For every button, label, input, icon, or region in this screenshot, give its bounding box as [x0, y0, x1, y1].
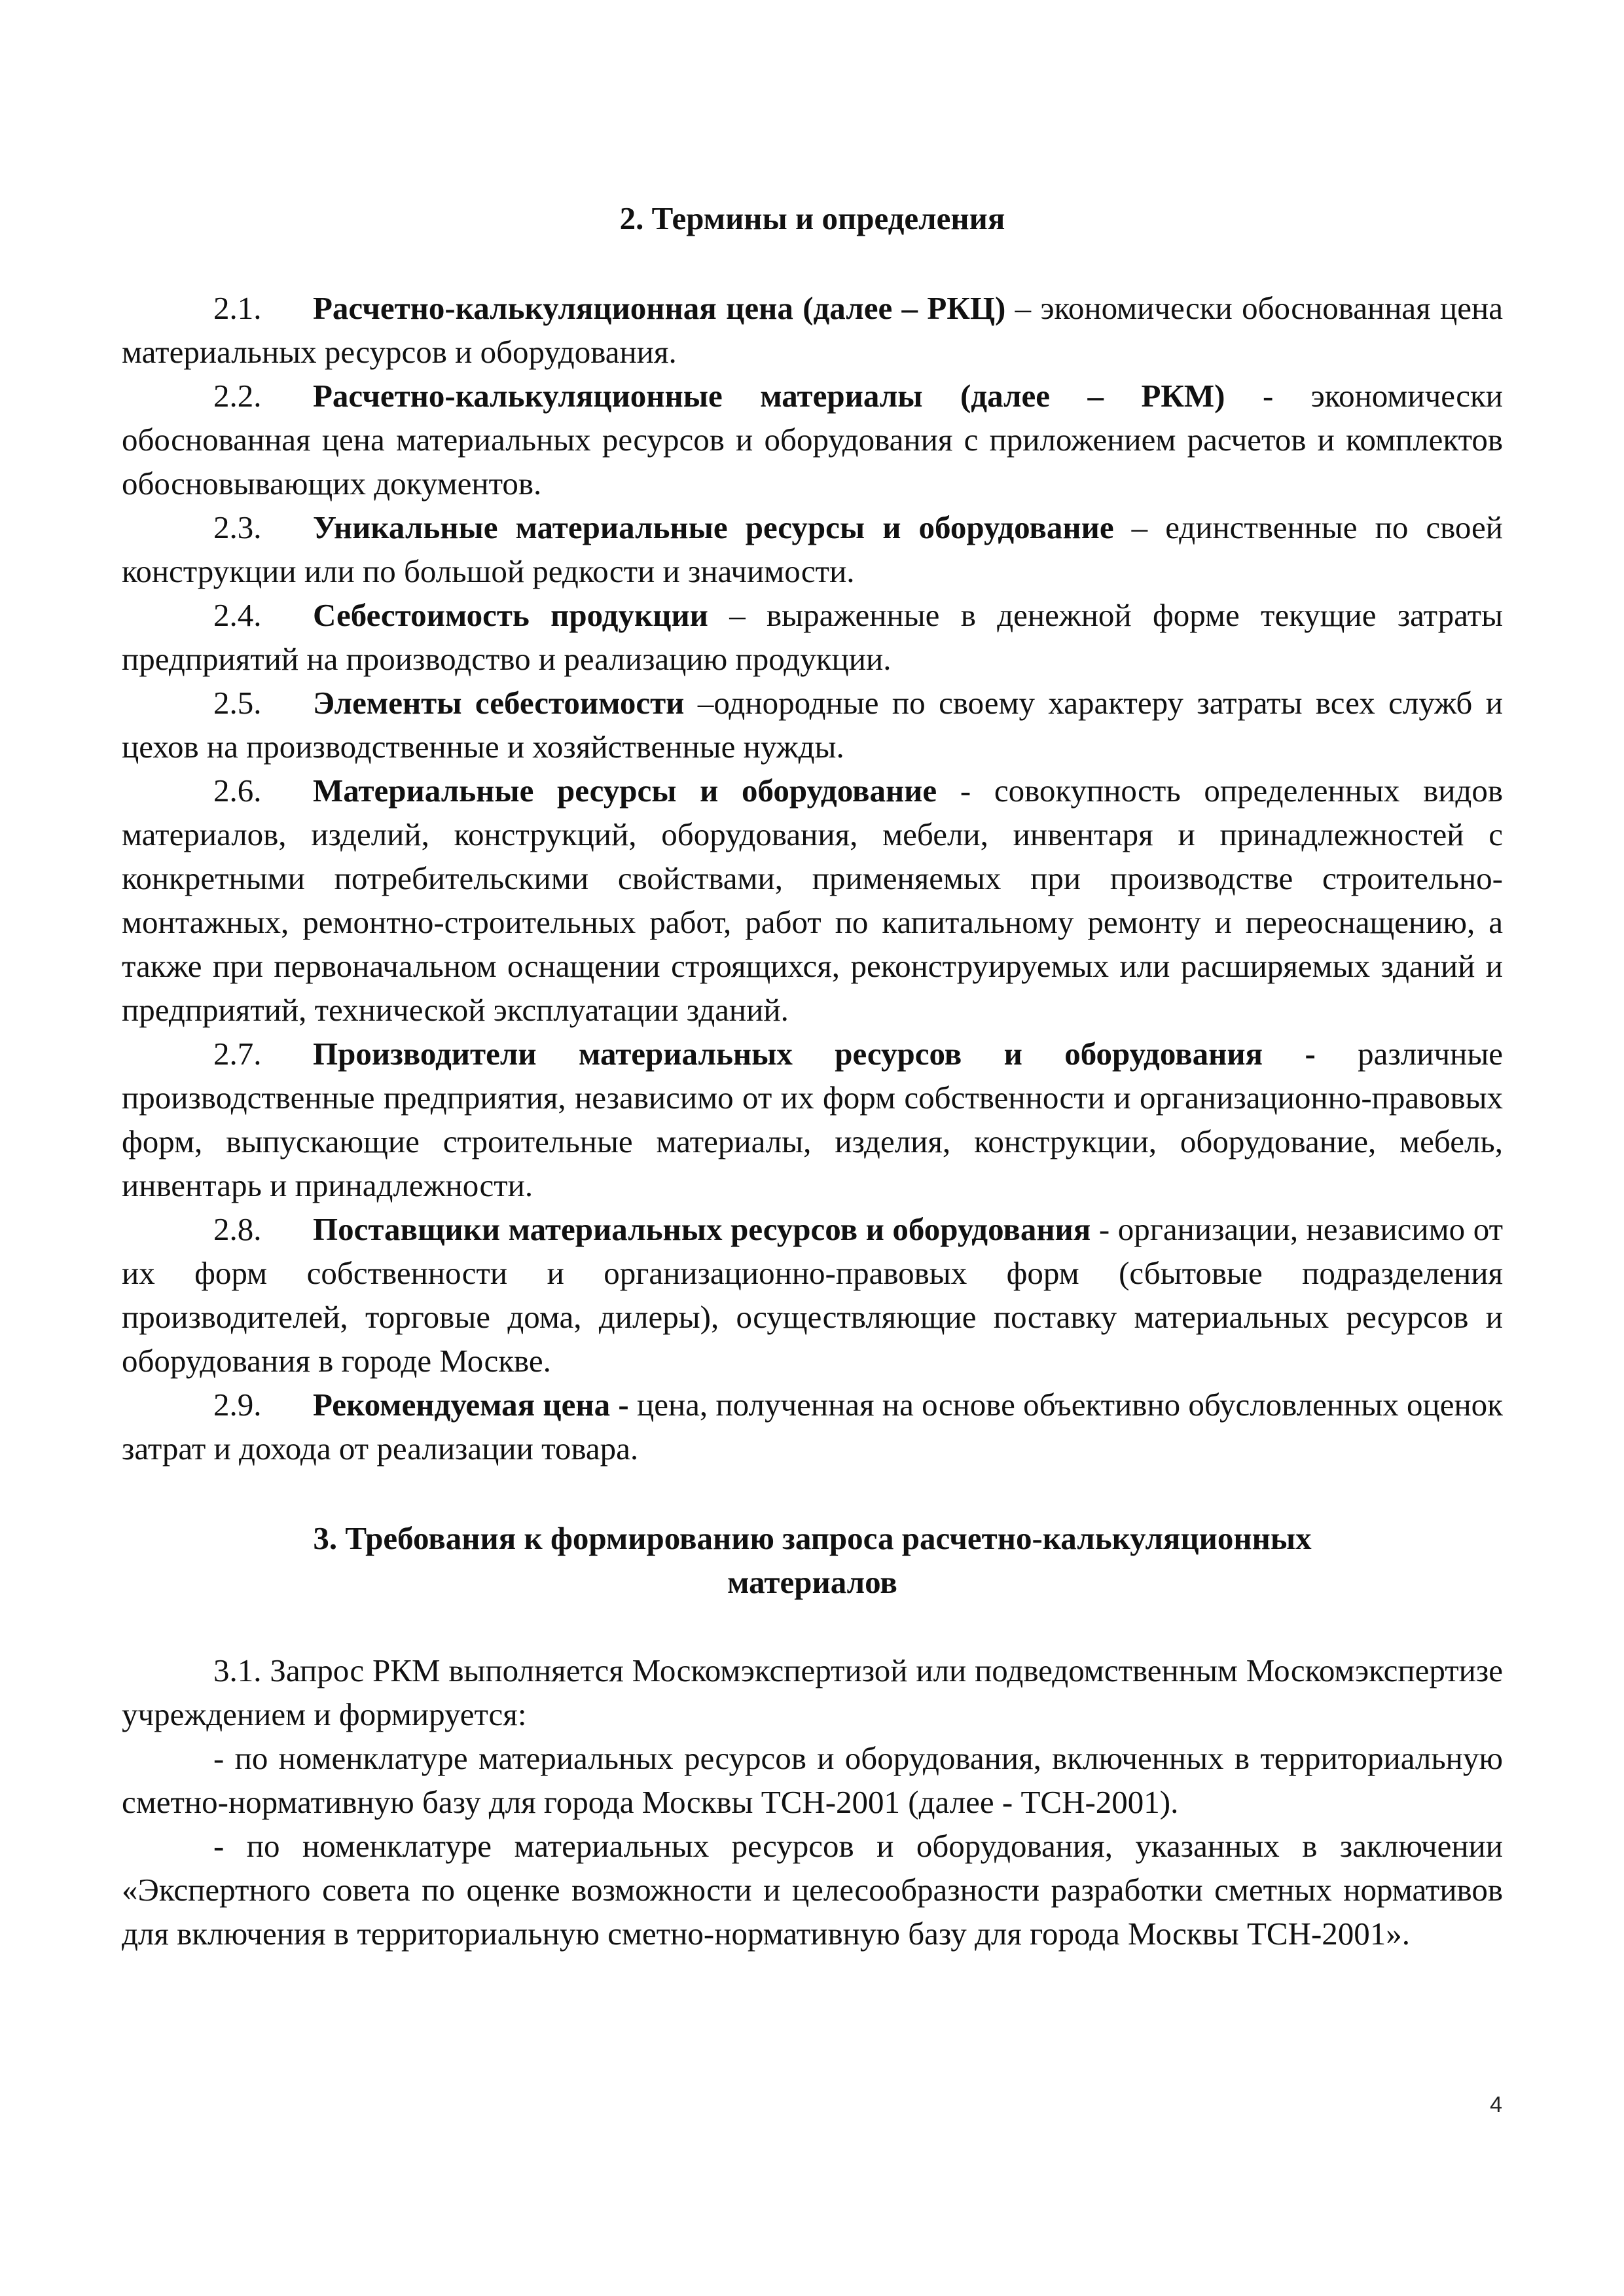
definition-text: - совокупность определенных видов материалов, изделий, конструкций, оборудования, мебели, инвентаря и принадлежностей с конкретными потребительскими свойствами, применяемых при производстве строительно-монтажных, ремонтно-строительных работ, работ по капитальному ремонту и переоснащению, а также при первоначальном оснащении строящихся, реконструируемых или расширяемых зданий и предприятий, технической эксплуатации зданий. [122, 773, 1503, 1028]
requirement-list-item: - по номенклатуре материальных ресурсов и оборудования, включенных в территориальную сметно-нормативную базу для города Москвы ТСН-2001 (далее - ТСН-2001). [122, 1740, 1503, 1820]
item-number: 2.1. [213, 290, 262, 326]
requirement-list-item: - по номенклатуре материальных ресурсов и оборудования, указанных в заключении «Экспертного совета по оценке возможности и целесообразности разработки сметных нормативов для включения в территориальную сметно-нормативную базу для города Москвы ТСН-2001». [122, 1828, 1503, 1952]
definition-text: – экономически обоснованная цена материальных ресурсов и оборудования. [122, 290, 1503, 370]
definition-item [122, 681, 1503, 769]
defined-term: Материальные ресурсы и оборудование [313, 773, 937, 809]
definition-item [122, 1383, 1503, 1470]
definition-text: - экономически обоснованная цена материальных ресурсов и оборудования с приложением расчетов и комплектов обосновывающих документов. [122, 378, 1503, 501]
definition-item [122, 505, 1503, 593]
section-3-heading: 3. Требования к формированию запроса расчетно-калькуляционных материалов [313, 1520, 1312, 1600]
document-page [122, 196, 1503, 1956]
defined-term: Элементы себестоимости [313, 685, 685, 721]
item-number: 2.9. [213, 1387, 262, 1423]
defined-term: Себестоимость продукции [313, 597, 708, 633]
definition-text: - организации, независимо от их форм собственности и организационно-правовых форм (сбытовые подразделения производителей, торговые дома, дилеры), осуществляющие поставку материальных ресурсов и оборудования в городе Москве. [122, 1211, 1503, 1379]
definition-text: цена, полученная на основе объективно обусловленных оценок затрат и дохода от реализации товара. [122, 1387, 1503, 1467]
definition-item [122, 374, 1503, 505]
definition-item [122, 1032, 1503, 1207]
definition-item [122, 593, 1503, 681]
definition-item [122, 1207, 1503, 1383]
defined-term: Расчетно-калькуляционная цена (далее – РКЦ) [313, 290, 1006, 326]
defined-term: Расчетно-калькуляционные материалы (далее – РКМ) [313, 378, 1225, 414]
definition-item [122, 286, 1503, 374]
item-number: 2.6. [213, 773, 262, 809]
item-number: 2.5. [213, 685, 262, 721]
defined-term: Уникальные материальные ресурсы и оборудование [313, 509, 1114, 545]
definition-text: – выраженные в денежной форме текущие затраты предприятий на производство и реализацию продукции. [122, 597, 1503, 677]
definition-text: – единственные по своей конструкции или по большой редкости и значимости. [122, 509, 1503, 589]
definition-text: –однородные по своему характеру затраты всех служб и цехов на производственные и хозяйственные нужды. [122, 685, 1503, 765]
definition-item [122, 769, 1503, 1032]
item-number: 2.3. [213, 509, 262, 545]
item-number: 2.2. [213, 378, 262, 414]
item-number: 2.7. [213, 1036, 262, 1072]
item-number: 2.8. [213, 1211, 262, 1247]
section-2-heading: 2. Термины и определения [619, 200, 1005, 236]
defined-term: Производители материальных ресурсов и оборудования - [313, 1036, 1316, 1072]
defined-term: Рекомендуемая цена - [313, 1387, 629, 1423]
item-number: 2.4. [213, 597, 262, 633]
page-number: 4 [1490, 2092, 1502, 2117]
requirement-paragraph: 3.1. Запрос РКМ выполняется Москомэкспертизой или подведомственным Москомэкспертизе учреждением и формируется: [122, 1652, 1503, 1732]
definition-text: различные производственные предприятия, независимо от их форм собственности и организационно-правовых форм, выпускающие строительные материалы, изделия, конструкции, оборудование, мебель, инвентарь и принадлежности. [122, 1036, 1503, 1203]
defined-term: Поставщики материальных ресурсов и оборудования [313, 1211, 1091, 1247]
